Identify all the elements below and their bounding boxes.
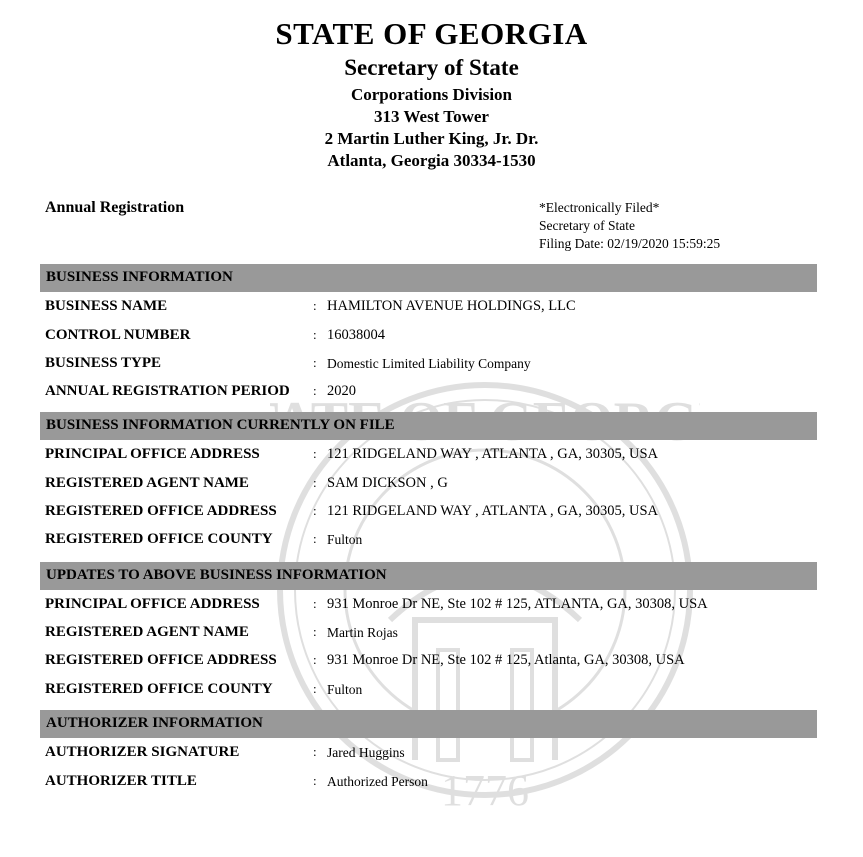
filing-date: Filing Date: 02/19/2020 15:59:25 — [539, 236, 721, 251]
registered-agent-name-value: Martin Rojas — [327, 625, 398, 640]
field-label: ANNUAL REGISTRATION PERIOD — [45, 383, 290, 399]
field-label: BUSINESS NAME — [45, 298, 168, 314]
registered-office-address-value: 121 RIDGELAND WAY , ATLANTA , GA, 30305, USA — [327, 503, 659, 519]
table-row — [45, 531, 817, 555]
office-title: Secretary of State — [344, 55, 519, 80]
field-colon: : — [313, 446, 317, 461]
table-row — [45, 681, 817, 705]
section-updates: UPDATES TO ABOVE BUSINESS INFORMATION — [40, 562, 817, 590]
field-colon: : — [313, 773, 317, 788]
field-colon: : — [313, 744, 317, 759]
table-row — [45, 773, 817, 797]
registered-agent-name-value: SAM DICKSON , G — [327, 475, 448, 491]
section-business-information: BUSINESS INFORMATION — [40, 264, 817, 292]
field-label: REGISTERED OFFICE COUNTY — [45, 681, 273, 697]
table-row — [45, 355, 817, 379]
field-colon: : — [313, 681, 317, 696]
authorizer-signature-value: Jared Huggins — [327, 745, 405, 760]
field-label: REGISTERED AGENT NAME — [45, 624, 249, 640]
table-row — [45, 624, 817, 648]
registered-office-county-value: Fulton — [327, 532, 363, 547]
table-row — [45, 446, 817, 470]
field-colon: : — [313, 355, 317, 370]
registered-office-county-value: Fulton — [327, 682, 363, 697]
field-label: PRINCIPAL OFFICE ADDRESS — [45, 596, 260, 612]
division-name: Corporations Division — [350, 85, 513, 104]
principal-office-address-value: 931 Monroe Dr NE, Ste 102 # 125, ATLANTA, GA, 30308, USA — [327, 596, 708, 612]
table-row — [45, 383, 817, 407]
field-label: REGISTERED OFFICE ADDRESS — [45, 652, 277, 668]
field-colon: : — [313, 624, 317, 639]
state-title: STATE OF GEORGIA — [275, 16, 588, 51]
field-colon: : — [313, 531, 317, 546]
field-label: REGISTERED OFFICE COUNTY — [45, 531, 273, 547]
field-label: PRINCIPAL OFFICE ADDRESS — [45, 446, 260, 462]
table-row — [45, 503, 817, 527]
field-colon: : — [313, 327, 317, 342]
table-row — [45, 327, 817, 351]
field-label: CONTROL NUMBER — [45, 327, 191, 343]
filing-status: *Electronically Filed* — [539, 200, 660, 215]
field-label: AUTHORIZER SIGNATURE — [45, 744, 240, 760]
business-type-value: Domestic Limited Liability Company — [327, 356, 531, 371]
table-row — [45, 596, 817, 620]
business-name-value: HAMILTON AVENUE HOLDINGS, LLC — [327, 298, 576, 314]
registered-office-address-value: 931 Monroe Dr NE, Ste 102 # 125, Atlanta, GA, 30308, USA — [327, 652, 685, 668]
field-label: AUTHORIZER TITLE — [45, 773, 197, 789]
document-title: Annual Registration — [45, 199, 185, 216]
field-colon: : — [313, 298, 317, 313]
authorizer-title-value: Authorized Person — [327, 774, 428, 789]
address-line-3: Atlanta, Georgia 30334-1530 — [327, 151, 536, 170]
field-label: BUSINESS TYPE — [45, 355, 162, 371]
filing-stamp — [539, 199, 720, 253]
field-colon: : — [313, 475, 317, 490]
field-label: REGISTERED AGENT NAME — [45, 475, 249, 491]
table-row — [45, 652, 817, 676]
address-line-2: 2 Martin Luther King, Jr. Dr. — [324, 129, 539, 148]
seal-year: 1776 — [441, 766, 529, 815]
control-number-value: 16038004 — [327, 327, 385, 343]
field-colon: : — [313, 596, 317, 611]
table-row — [45, 475, 817, 499]
field-colon: : — [313, 383, 317, 398]
filing-office: Secretary of State — [539, 218, 635, 233]
principal-office-address-value: 121 RIDGELAND WAY , ATLANTA , GA, 30305, USA — [327, 446, 659, 462]
table-row — [45, 298, 817, 322]
section-authorizer-information: AUTHORIZER INFORMATION — [40, 710, 817, 738]
field-colon: : — [313, 652, 317, 667]
section-currently-on-file: BUSINESS INFORMATION CURRENTLY ON FILE — [40, 412, 817, 440]
address-line-1: 313 West Tower — [374, 107, 489, 126]
registration-period-value: 2020 — [327, 383, 356, 399]
field-label: REGISTERED OFFICE ADDRESS — [45, 503, 277, 519]
field-colon: : — [313, 503, 317, 518]
table-row — [45, 744, 817, 768]
